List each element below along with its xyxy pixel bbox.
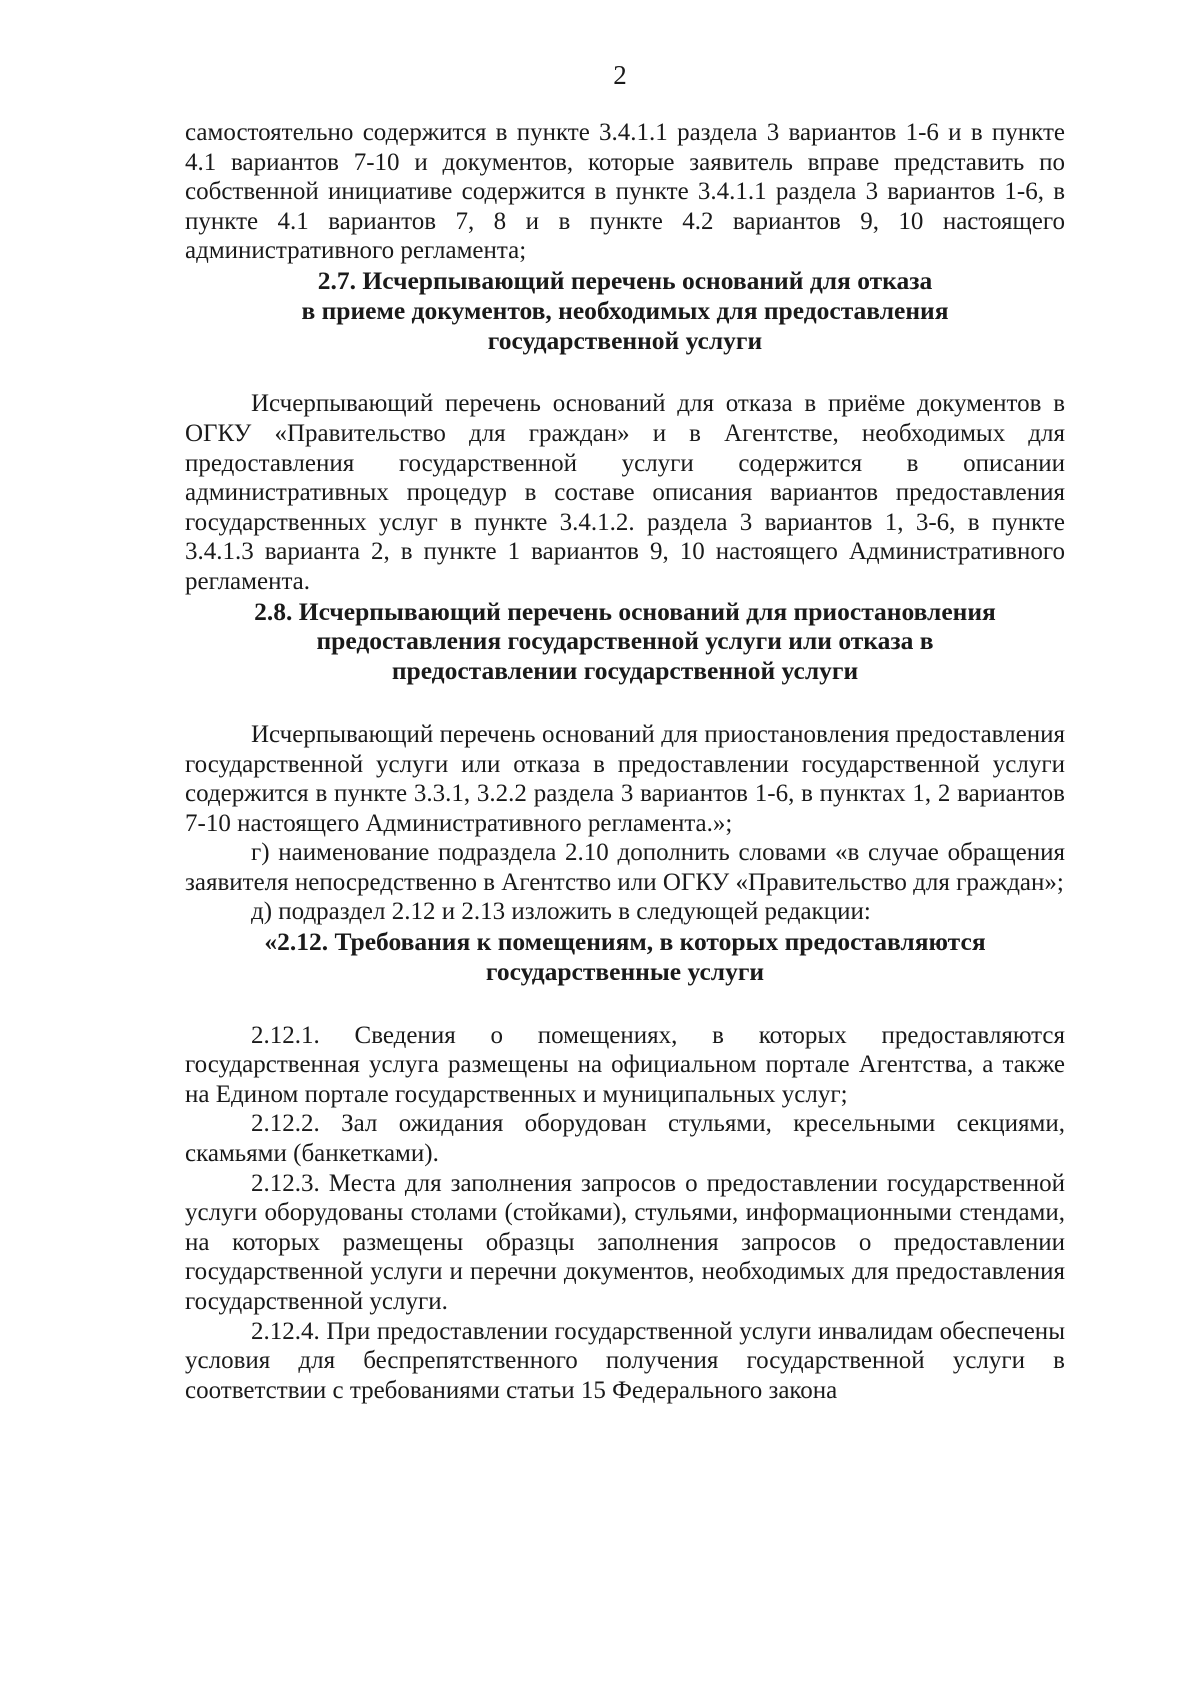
heading-line: государственные услуги xyxy=(485,956,765,986)
section-2-8-body: Исчерпывающий перечень оснований для приостановления предоставления государственной услуги или отказа в предоставлении государственной услуги содержится в пункте 3.3.1, 3.2.2 раздела 3 вариантов 1-6, в пунктах 1, 2 вариантов 7-10 настоящего Административного регламента.»; xyxy=(185,720,1065,837)
heading-line: государственной услуги xyxy=(487,325,763,355)
heading-line: в приеме документов, необходимых для предоставления xyxy=(301,295,949,325)
item-2-12-4: 2.12.4. При предоставлении государственной услуги инвалидам обеспечены условия для беспрепятственного получения государственной услуги в соответствии с требованиями статьи 15 Федерального закона xyxy=(185,1317,1065,1404)
page-number: 2 xyxy=(613,60,627,90)
section-2-8-heading xyxy=(185,597,1065,686)
document-body xyxy=(185,118,1065,1405)
section-2-12-heading xyxy=(185,927,1065,987)
heading-line: предоставления государственной услуги или отказа в xyxy=(316,626,934,656)
heading-line: 2.8. Исчерпывающий перечень оснований для приостановления xyxy=(254,596,996,626)
item-2-12-3: 2.12.3. Места для заполнения запросов о предоставлении государственной услуги оборудованы столами (стойками), стульями, информационными стендами, на которых размещены образцы заполнения запросов о предоставлении государственной услуги и перечни документов, необходимых для предоставления государственной услуги. xyxy=(185,1169,1065,1315)
heading-line: предоставлении государственной услуги xyxy=(391,656,859,686)
heading-line: 2.7. Исчерпывающий перечень оснований для отказа xyxy=(317,265,933,295)
amendment-d: д) подраздел 2.12 и 2.13 изложить в следующей редакции: xyxy=(251,898,871,926)
item-2-12-1: 2.12.1. Сведения о помещениях, в которых предоставляются государственная услуга размещены на официальном портале Агентства, а также на Едином портале государственных и муниципальных услуг; xyxy=(185,1021,1065,1108)
intro-paragraph: самостоятельно содержится в пункте 3.4.1.1 раздела 3 вариантов 1-6 и в пункте 4.1 вариантов 7-10 и документов, которые заявитель вправе представить по собственной инициативе содержится в пункте 3.4.1.1 раздела 3 вариантов 1-6, в пункте 4.1 вариантов 7, 8 и в пункте 4.2 вариантов 9, 10 настоящего административного регламента; xyxy=(185,119,1065,265)
section-2-7-heading xyxy=(185,266,1065,355)
section-2-7-body: Исчерпывающий перечень оснований для отказа в приёме документов в ОГКУ «Правительство для граждан» и в Агентстве, необходимых для предоставления государственной услуги содержится в описании административных процедур в составе описания вариантов предоставления государственных услуг в пункте 3.4.1.2. раздела 3 вариантов 1, 3-6, в пункте 3.4.1.3 варианта 2, в пункте 1 вариантов 9, 10 настоящего Административного регламента. xyxy=(185,390,1065,595)
amendment-g: г) наименование подраздела 2.10 дополнить словами «в случае обращения заявителя непосредственно в Агентство или ОГКУ «Правительство для граждан»; xyxy=(185,839,1065,896)
item-2-12-2: 2.12.2. Зал ожидания оборудован стульями, кресельными секциями, скамьями (банкетками). xyxy=(185,1110,1065,1168)
heading-line: «2.12. Требования к помещениям, в которых предоставляются xyxy=(264,927,986,957)
